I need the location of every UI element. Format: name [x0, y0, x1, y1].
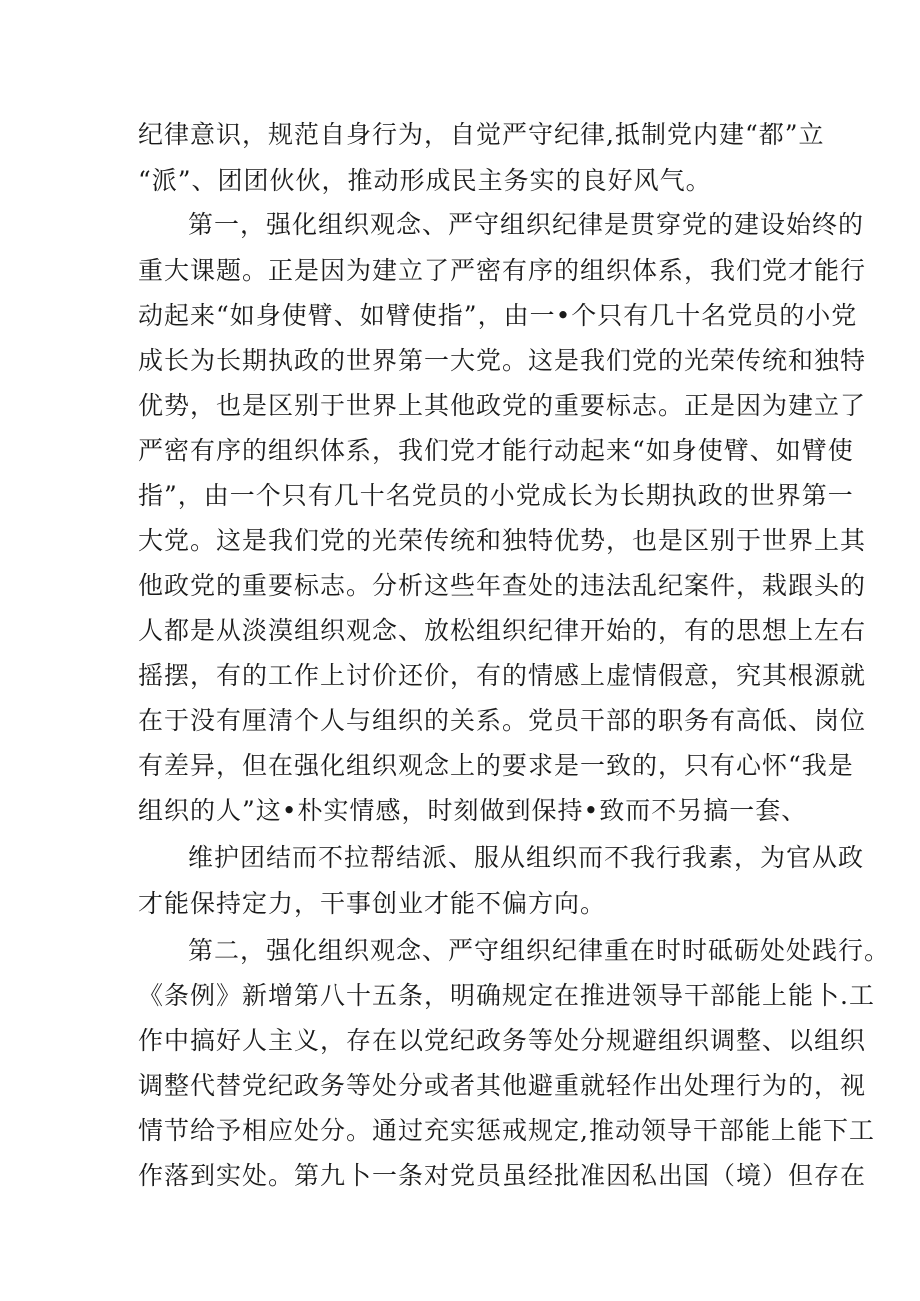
text-line: 大党。这是我们党的光荣传统和独特优势，也是区别于世界上其: [138, 526, 867, 555]
text-line: 他政党的重要标志。分析这些年查处的违法乱纪案件，栽跟头的: [138, 571, 867, 600]
paragraph-first-line: 第一，强化组织观念、严守组织纪律是贯穿党的建设始终的: [188, 210, 865, 239]
text-line: 纪律意识，规范自身行为，自觉严守纪律,抵制党内建“都”立: [138, 120, 825, 149]
text-line: 成长为长期执政的世界第一大党。这是我们党的光荣传统和独特: [138, 346, 867, 375]
text-line: 作落到实处。第九卜一条对党员虽经批准因私出国（境）但存在: [138, 1161, 867, 1190]
text-line: 情节给予相应处分。通过充实惩戒规定,推动领导干部能上能下工: [138, 1116, 875, 1145]
text-line: “派”、团团伙伙，推动形成民主务实的良好风气。: [138, 166, 712, 195]
text-line: 指”，由一个只有几十名党员的小党成长为长期执政的世界第一: [138, 481, 854, 510]
text-line: 在于没有厘清个人与组织的关系。党员干部的职务有高低、岗位: [138, 706, 867, 735]
text-line: 重大课题。正是因为建立了严密有序的组织体系，我们党才能行: [138, 256, 867, 285]
text-line: 《条例》新增第八十五条，明确规定在推进领导干部能上能卜.工: [138, 981, 875, 1010]
text-line: 优势，也是区别于世界上其他政党的重要标志。正是因为建立了: [138, 391, 867, 420]
text-line: 作中搞好人主义，存在以党纪政务等处分规避组织调整、以组织: [138, 1026, 867, 1055]
text-line: 人都是从淡漠组织观念、放松组织纪律开始的，有的思想上左右: [138, 616, 867, 645]
paragraph-first-line: 第二，强化组织观念、严守组织纪律重在时时砥砺处处践行。: [188, 936, 891, 965]
text-line: 有差异，但在强化组织观念上的要求是一致的，只有心怀“我是: [138, 751, 854, 780]
text-line: 调整代替党纪政务等处分或者其他避重就轻作出处理行为的，视: [138, 1071, 867, 1100]
text-line: 摇摆，有的工作上讨价还价，有的情感上虚情假意，究其根源就: [138, 661, 867, 690]
paragraph-first-line: 维护团结而不拉帮结派、服从组织而不我行我素，为官从政: [188, 843, 865, 872]
text-line: 组织的人”这•朴实情感，时刻做到保持•致而不另搞一套、: [138, 796, 808, 825]
text-line: 才能保持定力，干事创业才能不偏方向。: [138, 889, 607, 918]
text-line: 严密有序的组织体系，我们党才能行动起来“如身使臂、如臂使: [138, 436, 854, 465]
text-line: 动起来“如身使臂、如臂使指”，由一•个只有几十名党员的小党: [138, 301, 858, 330]
